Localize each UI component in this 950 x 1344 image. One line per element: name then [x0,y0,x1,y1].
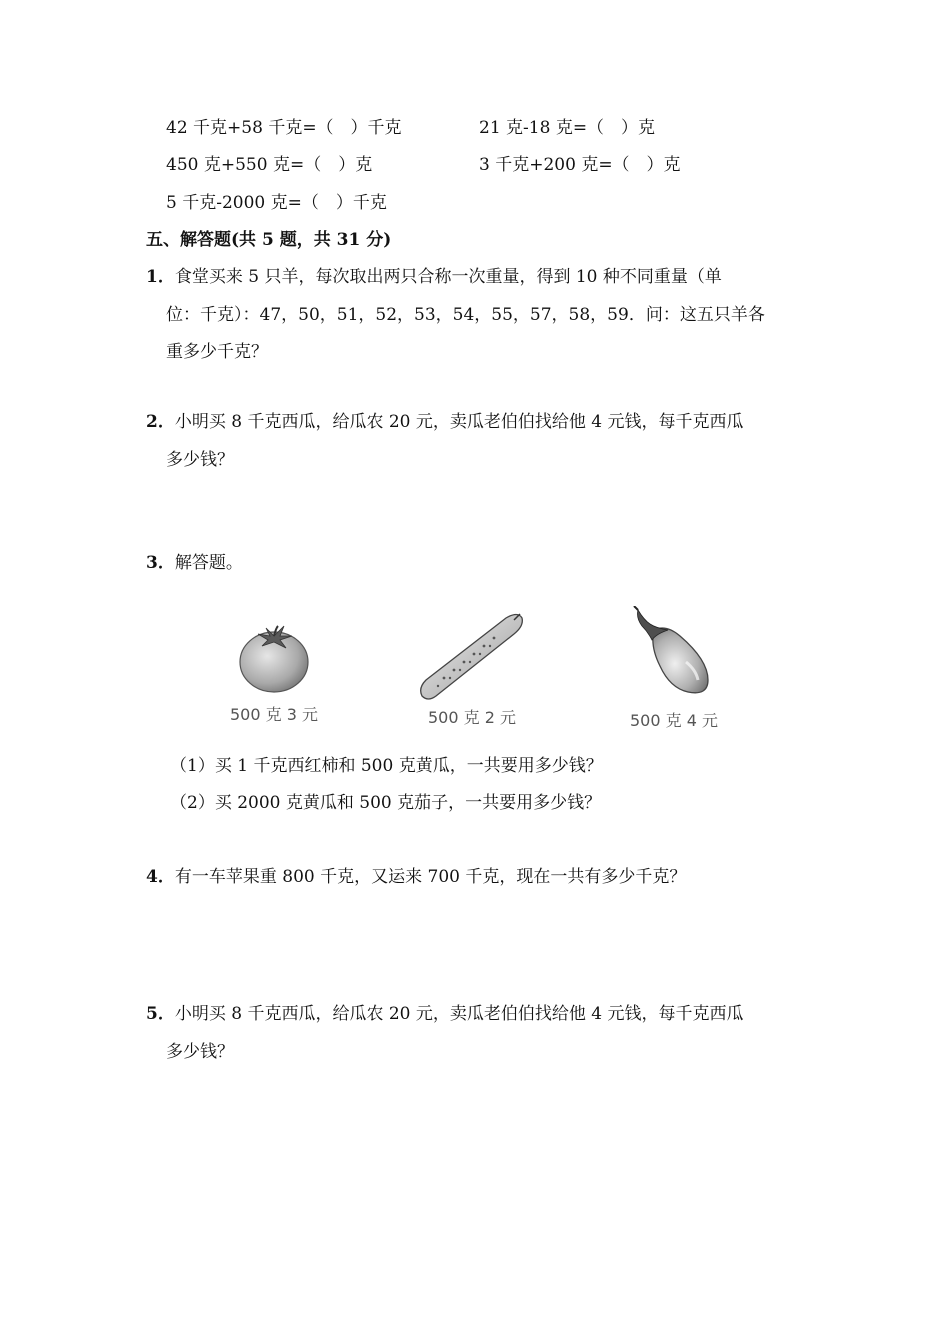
cucumber-icon [414,612,526,702]
question-text: 食堂买来 5 只羊，每次取出两只合称一次重量，得到 10 种不同重量（单 [174,267,722,287]
conversion-item-5: 5 千克-2000 克=（ ）千克 [166,193,387,213]
question-text: 小明买 8 千克西瓜，给瓜农 20 元，卖瓜老伯伯找给他 4 元钱，每千克西瓜 [174,1004,744,1024]
conversion-item-1: 42 千克+58 千克=（ ）千克 [166,118,402,138]
tomato-price: 500 克 3 元 [230,705,318,724]
question-4: 4．有一车苹果重 800 千克，又运来 700 千克，现在一共有多少千克？ [146,867,687,887]
question-number: 5 [146,1004,158,1024]
question-3-sub-2: （2）买 2000 克黄瓜和 500 克茄子，一共要用多少钱？ [170,793,602,813]
question-number: 3 [146,553,158,573]
question-1-line-2: 位：千克）：47，50，51，52，53，54，55，57，58，59．问：这五只羊各 [166,305,765,325]
eggplant-price: 500 克 4 元 [630,711,718,730]
conversion-item-2: 21 克-18 克=（ ）克 [479,118,656,138]
question-3-sub-1: （1）买 1 千克西红柿和 500 克黄瓜，一共要用多少钱？ [170,756,603,776]
question-number: 1 [146,267,158,287]
question-number: 4 [146,867,158,887]
cucumber-price: 500 克 2 元 [428,708,516,727]
question-text: 有一车苹果重 800 千克，又运来 700 千克，现在一共有多少千克？ [174,867,687,887]
tomato-icon [236,618,316,696]
question-3: 3．解答题。 [146,553,243,573]
eggplant-icon [626,606,718,696]
question-2: 2．小明买 8 千克西瓜，给瓜农 20 元，卖瓜老伯伯找给他 4 元钱，每千克西瓜 [146,412,744,432]
question-1: 1．食堂买来 5 只羊，每次取出两只合称一次重量，得到 10 种不同重量（单 [146,267,722,287]
section-title: 五、解答题(共 5 题，共 31 分) [146,230,392,250]
question-5-line-2: 多少钱？ [166,1042,234,1062]
conversion-item-3: 450 克+550 克=（ ）克 [166,155,373,175]
question-1-line-3: 重多少千克？ [166,342,268,362]
question-2-line-2: 多少钱？ [166,450,234,470]
conversion-item-4: 3 千克+200 克=（ ）克 [479,155,681,175]
question-text: 解答题。 [174,553,243,573]
question-number: 2 [146,412,158,432]
question-5: 5．小明买 8 千克西瓜，给瓜农 20 元，卖瓜老伯伯找给他 4 元钱，每千克西瓜 [146,1004,744,1024]
question-text: 小明买 8 千克西瓜，给瓜农 20 元，卖瓜老伯伯找给他 4 元钱，每千克西瓜 [174,412,744,432]
